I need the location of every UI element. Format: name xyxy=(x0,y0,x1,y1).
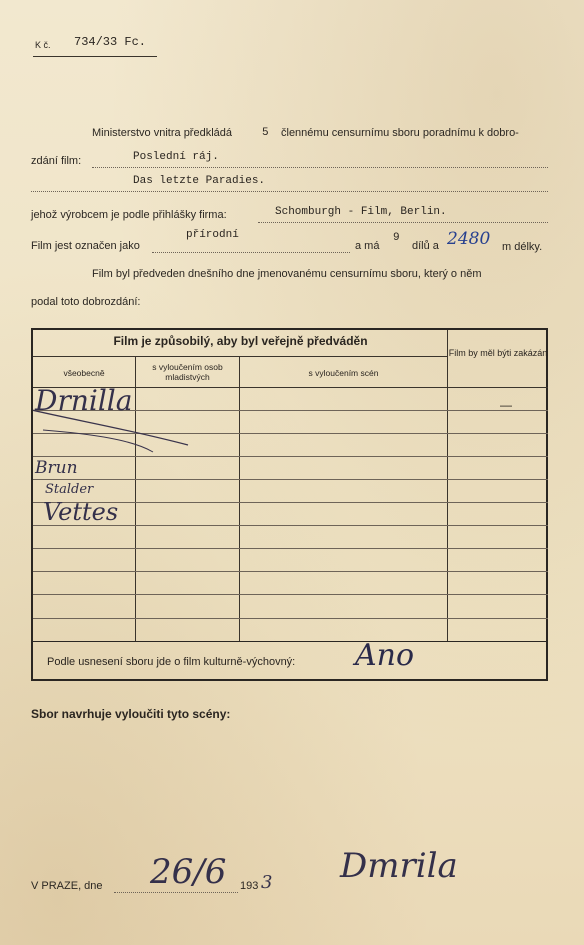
cultural-label: Podle usnesení sboru jde o film kulturně-výchovný: xyxy=(47,656,296,668)
place-label: V PRAZE, dne xyxy=(31,880,103,892)
intro-line1-rest: člennému censurnímu sboru poradnímu k dobro- xyxy=(281,127,519,139)
row-line xyxy=(33,571,548,572)
reference-underline xyxy=(33,56,157,57)
film-title-cz: Poslední ráj. xyxy=(133,151,219,163)
col-scenes-header: s vyloučením scén xyxy=(308,368,379,378)
table-heading: Film je způsobilý, aby byl veřejně předváděn xyxy=(113,334,368,348)
signature-general-4: Vettes xyxy=(43,498,119,526)
date-value: 26/6 xyxy=(150,852,227,892)
film-label: zdání film: xyxy=(31,155,82,167)
header-rule xyxy=(33,356,448,357)
member-count: 5 xyxy=(262,127,269,139)
shown-line1: Film byl předveden dnešního dne jmenovanému censurnímu sboru, který o něm xyxy=(92,268,482,280)
scenes-heading: Sbor navrhuje vyloučiti tyto scény: xyxy=(31,707,231,721)
film-title-line-2 xyxy=(31,191,548,192)
table-footer-rule xyxy=(33,641,548,642)
signature-flourish xyxy=(33,390,193,460)
parts-label: a má xyxy=(355,240,380,252)
row-line xyxy=(33,479,548,480)
row-line xyxy=(33,548,548,549)
signature-general-1: Drnilla xyxy=(35,384,133,417)
closing-signature: Dmrila xyxy=(340,846,458,886)
length-value: 2480 xyxy=(447,229,491,249)
col-youth-header: s vyloučením osob mladistvých xyxy=(152,362,223,382)
film-title-line xyxy=(92,167,548,168)
producer-line xyxy=(258,222,548,223)
cultural-value: Ano xyxy=(355,638,415,673)
parts-unit: dílů a xyxy=(412,240,439,252)
year-prefix: 193 xyxy=(240,880,259,892)
signature-general-3: Stalder xyxy=(45,482,94,497)
marked-value: přírodní xyxy=(186,229,239,241)
reference-number: 734/33 Fc. xyxy=(74,35,147,49)
row-line xyxy=(33,594,548,595)
reference-label: K č. xyxy=(35,40,51,50)
parts-value: 9 xyxy=(393,232,400,244)
col-divider-2 xyxy=(239,356,240,641)
film-title-de: Das letzte Paradies. xyxy=(133,175,266,187)
producer-label: jehož výrobcem je podle přihlášky firma: xyxy=(31,209,227,221)
length-unit: m délky. xyxy=(502,241,543,253)
signature-general-2: Brun xyxy=(35,458,78,478)
year-digit: 3 xyxy=(261,872,273,893)
col-general-header: všeobecně xyxy=(63,368,105,378)
col-banned-header: Film by měl býti zakázán xyxy=(448,348,548,358)
marked-line xyxy=(152,252,350,253)
row-line xyxy=(33,618,548,619)
banned-mark: — xyxy=(500,398,512,412)
intro-line1: Ministerstvo vnitra předkládá xyxy=(92,127,233,139)
opinion-table xyxy=(31,328,548,681)
shown-line2: podal toto dobrozdání: xyxy=(31,296,141,308)
date-line xyxy=(114,892,238,893)
marked-label: Film jest označen jako xyxy=(31,240,140,252)
producer-value: Schomburgh - Film, Berlin. xyxy=(275,206,447,218)
